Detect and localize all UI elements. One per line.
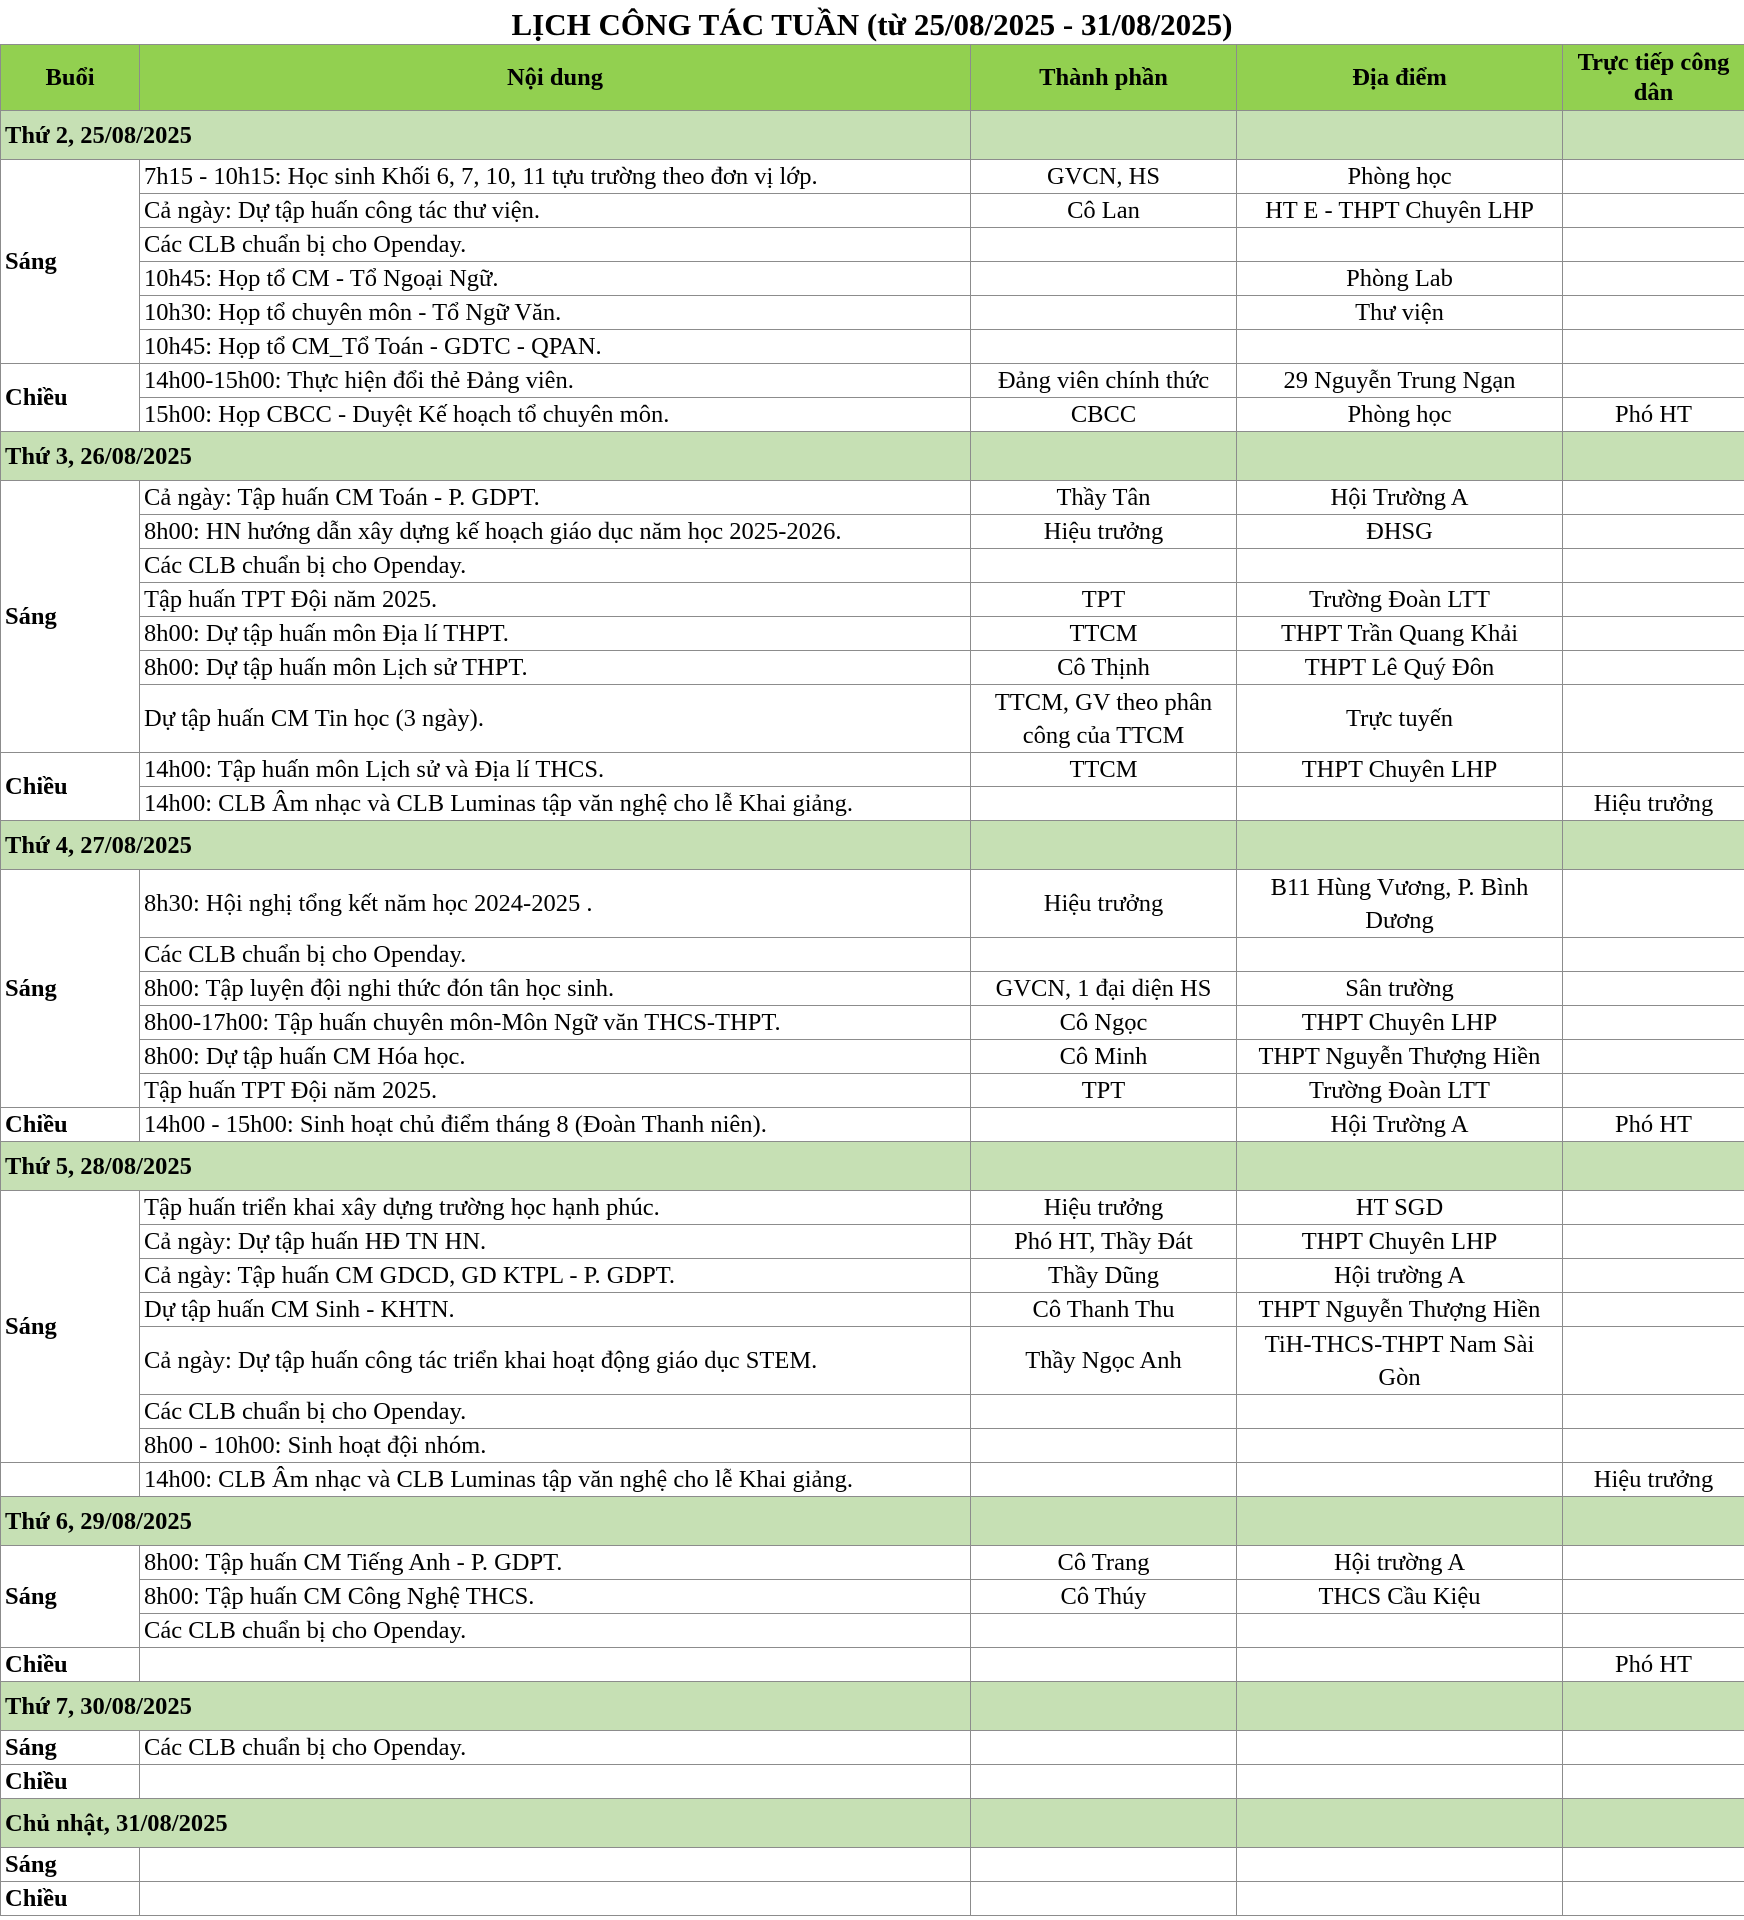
- place-cell: B11 Hùng Vương, P. Bình Dương: [1237, 870, 1563, 938]
- schedule-body: [1, 111, 1744, 1916]
- duty-cell: [1563, 617, 1744, 651]
- day-empty-cell: [1563, 1799, 1744, 1848]
- table-row: [1, 1648, 1744, 1682]
- day-empty-cell: [971, 1497, 1237, 1546]
- content-cell: Cả ngày: Tập huấn CM GDCD, GD KTPL - P. GDPT.: [140, 1259, 971, 1293]
- content-cell: Các CLB chuẩn bị cho Openday.: [140, 938, 971, 972]
- duty-cell: [1563, 651, 1744, 685]
- session-label: Sáng: [1, 1546, 140, 1648]
- table-row: [1, 1293, 1744, 1327]
- members-cell: Hiệu trưởng: [971, 870, 1237, 938]
- day-empty-cell: [1563, 821, 1744, 870]
- duty-cell: Phó HT: [1563, 1108, 1744, 1142]
- duty-cell: [1563, 515, 1744, 549]
- content-cell: Tập huấn TPT Đội năm 2025.: [140, 1074, 971, 1108]
- session-label: Chiều: [1, 364, 140, 432]
- day-label: Thứ 5, 28/08/2025: [1, 1142, 971, 1191]
- duty-cell: [1563, 1848, 1744, 1882]
- members-cell: Hiệu trưởng: [971, 1191, 1237, 1225]
- members-cell: [971, 1429, 1237, 1463]
- day-label: Thứ 4, 27/08/2025: [1, 821, 971, 870]
- schedule-table: [0, 44, 1744, 1916]
- day-empty-cell: [1237, 1497, 1563, 1546]
- content-cell: Các CLB chuẩn bị cho Openday.: [140, 1395, 971, 1429]
- members-cell: Cô Thịnh: [971, 651, 1237, 685]
- members-cell: [971, 296, 1237, 330]
- header-content: Nội dung: [140, 45, 971, 111]
- day-empty-cell: [1563, 1497, 1744, 1546]
- table-row: [1, 1006, 1744, 1040]
- duty-cell: [1563, 1580, 1744, 1614]
- duty-cell: [1563, 194, 1744, 228]
- place-cell: [1237, 1882, 1563, 1916]
- place-cell: Thư viện: [1237, 296, 1563, 330]
- table-row: [1, 617, 1744, 651]
- duty-cell: Hiệu trưởng: [1563, 787, 1744, 821]
- session-label: Sáng: [1, 1731, 140, 1765]
- table-row: [1, 870, 1744, 938]
- duty-cell: [1563, 1731, 1744, 1765]
- duty-cell: [1563, 330, 1744, 364]
- day-label: Thứ 3, 26/08/2025: [1, 432, 971, 481]
- header-members: Thành phần: [971, 45, 1237, 111]
- place-cell: [1237, 330, 1563, 364]
- place-cell: TiH-THCS-THPT Nam Sài Gòn: [1237, 1327, 1563, 1395]
- place-cell: Sân trường: [1237, 972, 1563, 1006]
- duty-cell: Phó HT: [1563, 1648, 1744, 1682]
- day-empty-cell: [1237, 1799, 1563, 1848]
- table-row: [1, 1546, 1744, 1580]
- content-cell: [140, 1765, 971, 1799]
- duty-cell: [1563, 160, 1744, 194]
- session-label: Sáng: [1, 1191, 140, 1463]
- duty-cell: [1563, 1259, 1744, 1293]
- duty-cell: [1563, 972, 1744, 1006]
- table-row: [1, 583, 1744, 617]
- content-cell: 8h00: Tập luyện đội nghi thức đón tân học sinh.: [140, 972, 971, 1006]
- content-cell: 14h00 - 15h00: Sinh hoạt chủ điểm tháng 8 (Đoàn Thanh niên).: [140, 1108, 971, 1142]
- session-label: Sáng: [1, 870, 140, 1108]
- content-cell: 8h00: Dự tập huấn môn Lịch sử THPT.: [140, 651, 971, 685]
- day-empty-cell: [1563, 432, 1744, 481]
- table-row: [1, 787, 1744, 821]
- place-cell: [1237, 1395, 1563, 1429]
- place-cell: [1237, 1648, 1563, 1682]
- header-duty: Trực tiếp công dân: [1563, 45, 1744, 111]
- day-row: [1, 432, 1744, 481]
- table-row: [1, 1848, 1744, 1882]
- members-cell: [971, 1395, 1237, 1429]
- place-cell: [1237, 1765, 1563, 1799]
- table-row: [1, 685, 1744, 753]
- day-empty-cell: [1237, 111, 1563, 160]
- session-label: Chiều: [1, 1108, 140, 1142]
- members-cell: Thầy Dũng: [971, 1259, 1237, 1293]
- content-cell: Dự tập huấn CM Sinh - KHTN.: [140, 1293, 971, 1327]
- day-empty-cell: [971, 111, 1237, 160]
- table-row: [1, 1259, 1744, 1293]
- content-cell: Dự tập huấn CM Tin học (3 ngày).: [140, 685, 971, 753]
- place-cell: [1237, 1429, 1563, 1463]
- members-cell: Cô Trang: [971, 1546, 1237, 1580]
- place-cell: Trực tuyến: [1237, 685, 1563, 753]
- place-cell: [1237, 549, 1563, 583]
- session-label: Chiều: [1, 1882, 140, 1916]
- content-cell: 8h00-17h00: Tập huấn chuyên môn-Môn Ngữ văn THCS-THPT.: [140, 1006, 971, 1040]
- content-cell: Cả ngày: Dự tập huấn HĐ TN HN.: [140, 1225, 971, 1259]
- members-cell: Cô Minh: [971, 1040, 1237, 1074]
- place-cell: Hội trường A: [1237, 1546, 1563, 1580]
- content-cell: Các CLB chuẩn bị cho Openday.: [140, 549, 971, 583]
- duty-cell: [1563, 1614, 1744, 1648]
- day-row: [1, 821, 1744, 870]
- members-cell: [971, 787, 1237, 821]
- duty-cell: [1563, 1546, 1744, 1580]
- content-cell: 7h15 - 10h15: Học sinh Khối 6, 7, 10, 11 tựu trường theo đơn vị lớp.: [140, 160, 971, 194]
- table-row: [1, 1882, 1744, 1916]
- duty-cell: [1563, 1006, 1744, 1040]
- members-cell: Cô Thúy: [971, 1580, 1237, 1614]
- members-cell: Thầy Tân: [971, 481, 1237, 515]
- table-row: [1, 398, 1744, 432]
- place-cell: [1237, 938, 1563, 972]
- members-cell: Phó HT, Thầy Đát: [971, 1225, 1237, 1259]
- table-row: [1, 330, 1744, 364]
- place-cell: [1237, 1848, 1563, 1882]
- table-row: [1, 1040, 1744, 1074]
- content-cell: [140, 1648, 971, 1682]
- duty-cell: [1563, 583, 1744, 617]
- place-cell: THPT Chuyên LHP: [1237, 1006, 1563, 1040]
- members-cell: [971, 938, 1237, 972]
- place-cell: Phòng học: [1237, 160, 1563, 194]
- table-row: [1, 1614, 1744, 1648]
- duty-cell: [1563, 1040, 1744, 1074]
- content-cell: 10h45: Họp tổ CM_Tổ Toán - GDTC - QPAN.: [140, 330, 971, 364]
- day-label: Thứ 2, 25/08/2025: [1, 111, 971, 160]
- content-cell: 14h00: Tập huấn môn Lịch sử và Địa lí THCS.: [140, 753, 971, 787]
- duty-cell: Hiệu trưởng: [1563, 1463, 1744, 1497]
- content-cell: 8h00: Tập huấn CM Công Nghệ THCS.: [140, 1580, 971, 1614]
- day-empty-cell: [1237, 1142, 1563, 1191]
- content-cell: 8h00: Dự tập huấn môn Địa lí THPT.: [140, 617, 971, 651]
- header-session: Buổi: [1, 45, 140, 111]
- content-cell: Các CLB chuẩn bị cho Openday.: [140, 1731, 971, 1765]
- members-cell: [971, 549, 1237, 583]
- members-cell: TTCM, GV theo phân công của TTCM: [971, 685, 1237, 753]
- place-cell: [1237, 1463, 1563, 1497]
- duty-cell: [1563, 1225, 1744, 1259]
- members-cell: TPT: [971, 1074, 1237, 1108]
- day-empty-cell: [1563, 111, 1744, 160]
- table-row: [1, 753, 1744, 787]
- table-row: [1, 228, 1744, 262]
- day-empty-cell: [1237, 1682, 1563, 1731]
- day-empty-cell: [1563, 1682, 1744, 1731]
- day-row: [1, 111, 1744, 160]
- table-row: [1, 481, 1744, 515]
- place-cell: Trường Đoàn LTT: [1237, 583, 1563, 617]
- day-empty-cell: [971, 1799, 1237, 1848]
- members-cell: GVCN, 1 đại diện HS: [971, 972, 1237, 1006]
- duty-cell: [1563, 1327, 1744, 1395]
- day-empty-cell: [971, 432, 1237, 481]
- table-row: [1, 194, 1744, 228]
- members-cell: [971, 1614, 1237, 1648]
- day-row: [1, 1799, 1744, 1848]
- session-label: [1, 1463, 140, 1497]
- place-cell: THPT Nguyễn Thượng Hiền: [1237, 1293, 1563, 1327]
- members-cell: [971, 262, 1237, 296]
- day-empty-cell: [971, 821, 1237, 870]
- content-cell: 8h00: HN hướng dẫn xây dựng kế hoạch giáo dục năm học 2025-2026.: [140, 515, 971, 549]
- session-label: Chiều: [1, 1765, 140, 1799]
- duty-cell: [1563, 1395, 1744, 1429]
- members-cell: Cô Lan: [971, 194, 1237, 228]
- content-cell: 10h30: Họp tổ chuyên môn - Tổ Ngữ Văn.: [140, 296, 971, 330]
- place-cell: Hội trường A: [1237, 1259, 1563, 1293]
- content-cell: Các CLB chuẩn bị cho Openday.: [140, 1614, 971, 1648]
- content-cell: Tập huấn TPT Đội năm 2025.: [140, 583, 971, 617]
- members-cell: TPT: [971, 583, 1237, 617]
- table-row: [1, 549, 1744, 583]
- table-row: [1, 1074, 1744, 1108]
- members-cell: TTCM: [971, 617, 1237, 651]
- table-row: [1, 515, 1744, 549]
- place-cell: Hội Trường A: [1237, 1108, 1563, 1142]
- table-row: [1, 938, 1744, 972]
- day-label: Thứ 7, 30/08/2025: [1, 1682, 971, 1731]
- duty-cell: [1563, 938, 1744, 972]
- content-cell: Tập huấn triển khai xây dựng trường học hạnh phúc.: [140, 1191, 971, 1225]
- table-row: [1, 1765, 1744, 1799]
- place-cell: [1237, 1614, 1563, 1648]
- members-cell: CBCC: [971, 398, 1237, 432]
- place-cell: THPT Chuyên LHP: [1237, 753, 1563, 787]
- members-cell: [971, 1463, 1237, 1497]
- table-row: [1, 1395, 1744, 1429]
- duty-cell: [1563, 1429, 1744, 1463]
- duty-cell: [1563, 870, 1744, 938]
- duty-cell: [1563, 549, 1744, 583]
- session-label: Sáng: [1, 160, 140, 364]
- place-cell: [1237, 228, 1563, 262]
- duty-cell: [1563, 364, 1744, 398]
- members-cell: [971, 1848, 1237, 1882]
- place-cell: Phòng Lab: [1237, 262, 1563, 296]
- day-empty-cell: [1563, 1142, 1744, 1191]
- members-cell: [971, 1882, 1237, 1916]
- members-cell: Thầy Ngọc Anh: [971, 1327, 1237, 1395]
- place-cell: ĐHSG: [1237, 515, 1563, 549]
- table-row: [1, 1580, 1744, 1614]
- table-row: [1, 972, 1744, 1006]
- duty-cell: [1563, 262, 1744, 296]
- duty-cell: [1563, 228, 1744, 262]
- table-row: [1, 160, 1744, 194]
- header-place: Địa điểm: [1237, 45, 1563, 111]
- table-row: [1, 1731, 1744, 1765]
- content-cell: [140, 1882, 971, 1916]
- duty-cell: [1563, 1765, 1744, 1799]
- content-cell: Cả ngày: Dự tập huấn công tác triển khai hoạt động giáo dục STEM.: [140, 1327, 971, 1395]
- duty-cell: [1563, 1293, 1744, 1327]
- members-cell: GVCN, HS: [971, 160, 1237, 194]
- duty-cell: [1563, 481, 1744, 515]
- members-cell: [971, 1648, 1237, 1682]
- content-cell: 10h45: Họp tổ CM - Tổ Ngoại Ngữ.: [140, 262, 971, 296]
- members-cell: [971, 1108, 1237, 1142]
- day-row: [1, 1142, 1744, 1191]
- day-row: [1, 1682, 1744, 1731]
- day-label: Thứ 6, 29/08/2025: [1, 1497, 971, 1546]
- session-label: Sáng: [1, 481, 140, 753]
- members-cell: Cô Ngọc: [971, 1006, 1237, 1040]
- members-cell: TTCM: [971, 753, 1237, 787]
- members-cell: [971, 330, 1237, 364]
- duty-cell: [1563, 753, 1744, 787]
- members-cell: Cô Thanh Thu: [971, 1293, 1237, 1327]
- content-cell: [140, 1848, 971, 1882]
- duty-cell: [1563, 685, 1744, 753]
- day-empty-cell: [1237, 432, 1563, 481]
- day-empty-cell: [971, 1682, 1237, 1731]
- content-cell: 8h30: Hội nghị tổng kết năm học 2024-2025 .: [140, 870, 971, 938]
- members-cell: Hiệu trưởng: [971, 515, 1237, 549]
- page-title: LỊCH CÔNG TÁC TUẦN (từ 25/08/2025 - 31/08/2025): [511, 7, 1233, 42]
- session-label: Chiều: [1, 753, 140, 821]
- content-cell: 8h00 - 10h00: Sinh hoạt đội nhóm.: [140, 1429, 971, 1463]
- place-cell: [1237, 787, 1563, 821]
- table-row: [1, 1463, 1744, 1497]
- place-cell: Trường Đoàn LTT: [1237, 1074, 1563, 1108]
- place-cell: HT E - THPT Chuyên LHP: [1237, 194, 1563, 228]
- duty-cell: [1563, 1191, 1744, 1225]
- place-cell: THPT Lê Quý Đôn: [1237, 651, 1563, 685]
- content-cell: 15h00: Họp CBCC - Duyệt Kế hoạch tổ chuyên môn.: [140, 398, 971, 432]
- table-row: [1, 1327, 1744, 1395]
- place-cell: THCS Cầu Kiệu: [1237, 1580, 1563, 1614]
- content-cell: Cả ngày: Dự tập huấn công tác thư viện.: [140, 194, 971, 228]
- table-row: [1, 296, 1744, 330]
- members-cell: [971, 1731, 1237, 1765]
- day-empty-cell: [1237, 821, 1563, 870]
- place-cell: Phòng học: [1237, 398, 1563, 432]
- content-cell: Các CLB chuẩn bị cho Openday.: [140, 228, 971, 262]
- day-label: Chủ nhật, 31/08/2025: [1, 1799, 971, 1848]
- place-cell: 29 Nguyễn Trung Ngạn: [1237, 364, 1563, 398]
- content-cell: Cả ngày: Tập huấn CM Toán - P. GDPT.: [140, 481, 971, 515]
- duty-cell: [1563, 1074, 1744, 1108]
- content-cell: 14h00: CLB Âm nhạc và CLB Luminas tập văn nghệ cho lễ Khai giảng.: [140, 1463, 971, 1497]
- duty-cell: [1563, 296, 1744, 330]
- session-label: Chiều: [1, 1648, 140, 1682]
- table-row: [1, 651, 1744, 685]
- content-cell: 14h00: CLB Âm nhạc và CLB Luminas tập văn nghệ cho lễ Khai giảng.: [140, 787, 971, 821]
- place-cell: THPT Nguyễn Thượng Hiền: [1237, 1040, 1563, 1074]
- place-cell: [1237, 1731, 1563, 1765]
- session-label: Sáng: [1, 1848, 140, 1882]
- duty-cell: [1563, 1882, 1744, 1916]
- members-cell: Đảng viên chính thức: [971, 364, 1237, 398]
- content-cell: 14h00-15h00: Thực hiện đổi thẻ Đảng viên.: [140, 364, 971, 398]
- place-cell: THPT Trần Quang Khải: [1237, 617, 1563, 651]
- table-row: [1, 1429, 1744, 1463]
- members-cell: [971, 1765, 1237, 1799]
- duty-cell: Phó HT: [1563, 398, 1744, 432]
- table-row: [1, 1108, 1744, 1142]
- content-cell: 8h00: Dự tập huấn CM Hóa học.: [140, 1040, 971, 1074]
- place-cell: Hội Trường A: [1237, 481, 1563, 515]
- place-cell: HT SGD: [1237, 1191, 1563, 1225]
- day-row: [1, 1497, 1744, 1546]
- members-cell: [971, 228, 1237, 262]
- table-row: [1, 364, 1744, 398]
- table-row: [1, 262, 1744, 296]
- table-row: [1, 1191, 1744, 1225]
- header-row: [1, 45, 1744, 111]
- content-cell: 8h00: Tập huấn CM Tiếng Anh - P. GDPT.: [140, 1546, 971, 1580]
- place-cell: THPT Chuyên LHP: [1237, 1225, 1563, 1259]
- day-empty-cell: [971, 1142, 1237, 1191]
- table-row: [1, 1225, 1744, 1259]
